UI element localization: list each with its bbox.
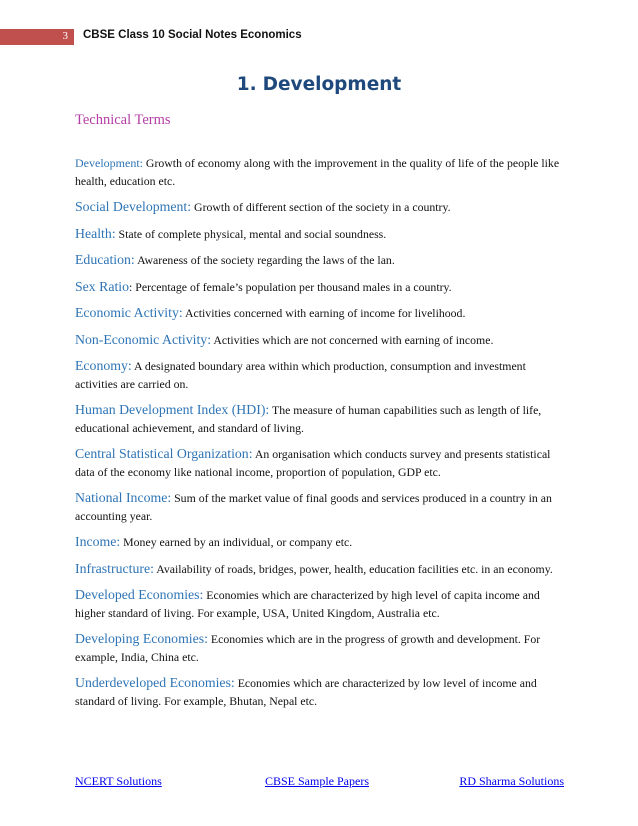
term-definition: Economies which are characterized by high level of capita income and higher standard of living. For example, USA, United Kingdom, Australia etc. [75, 588, 540, 620]
term-name: Developed Economies: [75, 587, 204, 602]
term-definition: Activities which are not concerned with earning of income. [211, 332, 494, 347]
term-income [75, 533, 565, 552]
term-definition: Money earned by an individual, or company etc. [120, 535, 353, 549]
term-sex-ratio [75, 278, 565, 297]
term-definition: Availability of roads, bridges, power, health, education facilities etc. in an economy. [153, 561, 553, 576]
term-name: Central Statistical Organization: [75, 446, 253, 461]
terms-list [75, 155, 565, 718]
term-name: Social Development: [75, 199, 192, 214]
term-developing-economies [75, 630, 565, 666]
term-definition: Growth of different section of the society in a country. [191, 200, 451, 214]
section-heading: Technical Terms [75, 112, 171, 128]
term-infrastructure [75, 560, 565, 579]
term-name: Health: [75, 225, 116, 241]
term-name: Economy: [75, 358, 132, 373]
footer-link-cbse-sample-papers[interactable]: CBSE Sample Papers [265, 774, 369, 788]
term-definition: : Percentage of female’s population per thousand males in a country. [129, 279, 452, 294]
term-definition: A designated boundary area within which production, consumption and investment activities are carried on. [75, 359, 526, 391]
chapter-title-text: Development [262, 74, 402, 95]
footer-link-rd-sharma-solutions[interactable]: RD Sharma Solutions [459, 774, 564, 788]
term-developed-economies [75, 586, 565, 622]
chapter-number: 1. [236, 74, 257, 95]
term-name: Economic Activity: [75, 305, 183, 320]
term-development [75, 155, 565, 190]
term-name: Development: [75, 156, 143, 170]
term-underdeveloped-economies [75, 674, 565, 710]
page-number-bar [0, 29, 74, 45]
term-education [75, 251, 565, 270]
term-name: Underdeveloped Economies: [75, 675, 235, 690]
term-economy [75, 357, 565, 393]
term-definition: Economies which are in the progress of growth and development. For example, India, China etc. [75, 632, 541, 664]
term-definition: Sum of the market value of final goods and services produced in a country in an accounting year. [75, 491, 552, 523]
term-name: Infrastructure: [75, 560, 154, 576]
term-definition: State of complete physical, mental and social soundness. [115, 226, 387, 241]
chapter-title [0, 74, 638, 95]
footer [75, 774, 564, 792]
page-header [0, 28, 638, 46]
term-definition: Economies which are characterized by low level of income and standard of living. For example, Bhutan, Nepal etc. [75, 676, 537, 708]
term-name: Income: [75, 534, 121, 549]
term-social-development [75, 198, 565, 217]
term-definition: Awareness of the society regarding the laws of the lan. [134, 253, 395, 267]
page-number: 3 [62, 30, 68, 42]
term-name: Developing Economies: [75, 631, 208, 646]
term-name: Non-Economic Activity: [75, 331, 212, 347]
term-name: Human Development Index (HDI): [75, 402, 270, 417]
footer-link-ncert-solutions[interactable]: NCERT Solutions [75, 774, 162, 788]
term-cso [75, 445, 565, 481]
term-name: Sex Ratio [75, 278, 130, 294]
term-economic-activity [75, 304, 565, 323]
term-name: National Income: [75, 490, 172, 505]
term-hdi [75, 401, 565, 437]
term-definition: Activities concerned with earning of income for livelihood. [182, 306, 466, 320]
header-title: CBSE Class 10 Social Notes Economics [83, 29, 302, 41]
term-definition: An organisation which conducts survey and presents statistical data of the economy like national income, proportion of population, GDP etc. [75, 447, 551, 479]
term-definition: Growth of economy along with the improvement in the quality of life of the people like health, education etc. [75, 156, 560, 188]
term-name: Education: [75, 252, 135, 267]
term-health [75, 225, 565, 244]
term-definition: The measure of human capabilities such as length of life, educational achievement, and standard of living. [75, 403, 542, 435]
term-non-economic-activity [75, 331, 565, 350]
term-national-income [75, 489, 565, 525]
